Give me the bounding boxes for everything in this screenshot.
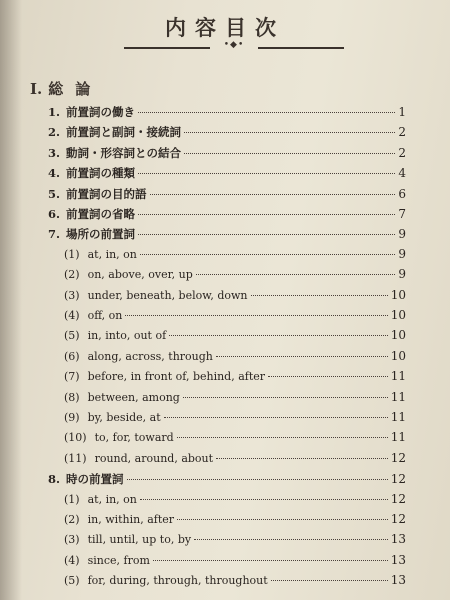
- toc-subentry: [64, 410, 406, 430]
- toc-entry-text: in, within, after: [87, 513, 175, 526]
- toc-entry-label: [48, 104, 135, 120]
- toc-entry-label: [64, 574, 268, 587]
- section-heading: [30, 78, 102, 99]
- toc-entry-text: under, beneath, below, down: [87, 288, 248, 302]
- toc-entry-number: 6.: [48, 207, 61, 221]
- toc-subentry: [64, 328, 406, 348]
- toc-entry-label: [64, 309, 122, 322]
- toc-entry-number: (3): [64, 288, 80, 302]
- dot-leader: [184, 153, 395, 154]
- toc-entry-text: 前置詞の省略: [66, 207, 136, 221]
- toc-entry-label: [48, 165, 135, 181]
- toc-entry: [48, 226, 406, 246]
- dot-leader: [140, 254, 395, 255]
- heading-ornament: [124, 40, 344, 52]
- toc-page-number: 11: [390, 389, 406, 404]
- toc-page-number: 13: [390, 532, 406, 547]
- toc-page-number: 12: [390, 491, 406, 506]
- toc-entry: [48, 206, 406, 226]
- dot-leader: [125, 315, 387, 316]
- toc-entry-label: [48, 471, 124, 487]
- toc-page-number: 11: [390, 410, 406, 424]
- toc-entry-number: (8): [64, 390, 80, 404]
- toc-page-number: 10: [390, 308, 406, 322]
- toc-entry-number: (6): [64, 349, 80, 363]
- ornament-rule-right: [258, 47, 344, 49]
- toc-entry-text: along, across, through: [87, 349, 213, 363]
- toc-entry-text: between, among: [87, 390, 180, 404]
- dot-leader: [183, 397, 388, 398]
- toc-page-number: 12: [390, 512, 406, 526]
- toc-entry-text: off, on: [87, 309, 123, 322]
- dot-leader: [138, 112, 395, 113]
- ornament-rule-left: [124, 47, 210, 49]
- toc-entry-number: (2): [64, 513, 80, 526]
- toc-entry-number: (9): [64, 411, 80, 424]
- dot-leader: [150, 194, 396, 195]
- toc-subentry: [64, 573, 406, 593]
- toc-entry-text: 前置詞の種類: [66, 166, 136, 181]
- toc-entry-text: 動詞・形容詞との結合: [66, 145, 182, 160]
- toc-entry-label: [64, 268, 193, 281]
- toc-entry-text: 場所の前置詞: [66, 227, 136, 242]
- toc-entry-number: (2): [64, 268, 80, 282]
- toc-entry-number: (4): [64, 553, 80, 567]
- toc-page-number: 2: [398, 125, 406, 140]
- toc-subentry: [64, 267, 406, 287]
- toc-entry-number: 4.: [48, 166, 61, 181]
- toc-entry-label: [64, 289, 248, 302]
- toc-entry-text: for, during, through, throughout: [87, 574, 268, 588]
- section-number: I.: [30, 80, 43, 98]
- dot-leader: [177, 437, 388, 438]
- toc-entry-text: at, in, on: [87, 247, 137, 261]
- dot-leader: [216, 356, 388, 357]
- toc-subentry: [64, 349, 406, 369]
- toc-entry-label: [64, 248, 137, 261]
- toc-entry: [48, 471, 406, 491]
- toc-subentry: [64, 492, 406, 512]
- toc-page-number: 11: [390, 430, 406, 445]
- toc-entry-number: 7.: [48, 227, 61, 242]
- dot-leader: [271, 580, 388, 581]
- toc-page-number: 1: [398, 105, 406, 119]
- toc-entry-label: [48, 124, 181, 140]
- toc-entry-number: 8.: [48, 472, 61, 487]
- toc-entry-text: round, around, about: [94, 451, 214, 465]
- dot-leader: [164, 417, 388, 418]
- toc-entry-number: 2.: [48, 125, 61, 140]
- toc-subentry: [64, 390, 406, 410]
- toc-entry-label: [64, 370, 265, 383]
- toc-entry-number: 1.: [48, 105, 61, 119]
- dot-leader: [127, 479, 388, 480]
- toc-entry-number: (1): [64, 247, 80, 261]
- toc-page-number: 6: [398, 186, 406, 201]
- toc-subentry: [64, 430, 406, 450]
- toc-entry-label: [48, 145, 181, 161]
- toc-entry-text: in, into, out of: [87, 329, 167, 343]
- toc-entry-label: [64, 329, 166, 342]
- toc-page-number: 9: [398, 246, 406, 261]
- toc-page-number: 10: [390, 348, 406, 363]
- toc-entry-label: [64, 350, 213, 363]
- toc-page-number: 10: [390, 287, 406, 302]
- toc-page-number: 9: [398, 267, 406, 282]
- toc-entry-label: [48, 206, 135, 222]
- toc-entry-text: 前置詞と副詞・接続詞: [66, 125, 182, 140]
- toc-subentry: [64, 369, 406, 389]
- toc-entry-text: on, above, over, up: [87, 268, 193, 282]
- toc-entry-number: 5.: [48, 186, 61, 201]
- dot-leader: [138, 173, 395, 174]
- toc-entry-number: (5): [64, 574, 80, 588]
- ornament-dots-icon: •◆•: [223, 40, 245, 50]
- toc-entry-number: (1): [64, 492, 80, 506]
- toc-entry-number: (5): [64, 329, 80, 343]
- dot-leader: [169, 335, 388, 336]
- toc-entry-text: at, in, on: [87, 492, 137, 506]
- toc-entry-label: [64, 431, 174, 444]
- toc-subentry: [64, 451, 406, 471]
- toc-entry: [48, 165, 406, 185]
- toc-entry-label: [64, 533, 191, 546]
- toc-entry-label: [64, 513, 174, 526]
- dot-leader: [177, 519, 388, 520]
- toc-subentry: [64, 532, 406, 552]
- toc-entry-number: 3.: [48, 145, 61, 160]
- toc-page-number: 11: [390, 369, 406, 384]
- toc-subentry: [64, 288, 406, 308]
- toc-entry: [48, 124, 406, 144]
- toc-entry-text: before, in front of, behind, after: [87, 370, 266, 384]
- toc-entry-text: 時の前置詞: [66, 472, 124, 487]
- page-edge-shadow: [0, 0, 22, 600]
- toc-entry-text: since, from: [87, 553, 150, 567]
- toc-page-number: 13: [390, 573, 406, 588]
- toc-entry-number: (10): [64, 431, 87, 445]
- toc-page-number: 10: [390, 328, 406, 343]
- dot-leader: [196, 274, 396, 275]
- toc-entry-text: 前置詞の目的語: [66, 186, 147, 201]
- dot-leader: [138, 234, 395, 235]
- toc-subentry: [64, 308, 406, 328]
- toc-page-number: 13: [390, 552, 406, 567]
- dot-leader: [216, 458, 388, 459]
- toc-entry-label: [64, 391, 180, 404]
- toc-entry-text: 前置詞の働き: [66, 105, 136, 119]
- section-title: 総論: [48, 80, 103, 98]
- toc-entry-label: [48, 226, 135, 242]
- toc-page-number: 12: [390, 472, 406, 487]
- toc-page-number: 2: [398, 145, 406, 160]
- toc-page-number: 9: [398, 227, 406, 242]
- toc-entry-number: (7): [64, 370, 80, 384]
- toc-entry-text: to, for, toward: [94, 431, 174, 445]
- toc-entry-number: (11): [64, 451, 87, 465]
- toc-page-number: 12: [390, 450, 406, 465]
- toc-entry-number: (4): [64, 309, 80, 322]
- toc-entry: [48, 145, 406, 165]
- toc-entry-label: [64, 493, 137, 506]
- toc-subentry: [64, 247, 406, 267]
- toc-subentry: [64, 553, 406, 573]
- toc-entry: [48, 186, 406, 206]
- toc-page-number: 4: [398, 166, 406, 181]
- dot-leader: [153, 560, 388, 561]
- toc-entry-number: (3): [64, 533, 80, 547]
- toc-subentry: [64, 512, 406, 532]
- toc-entry-label: [64, 554, 150, 567]
- dot-leader: [140, 499, 388, 500]
- dot-leader: [268, 376, 388, 377]
- dot-leader: [194, 539, 388, 540]
- toc-entry-label: [64, 452, 213, 465]
- toc-entry-label: [48, 186, 147, 202]
- toc-entry: [48, 104, 406, 124]
- dot-leader: [184, 132, 395, 133]
- toc-entry-text: by, beside, at: [87, 411, 161, 424]
- dot-leader: [251, 295, 388, 296]
- page-heading: 内容目次: [165, 15, 285, 40]
- toc-entry-label: [64, 411, 161, 424]
- dot-leader: [138, 214, 395, 215]
- toc-page-number: 7: [398, 207, 406, 221]
- toc-entry-text: till, until, up to, by: [87, 533, 192, 547]
